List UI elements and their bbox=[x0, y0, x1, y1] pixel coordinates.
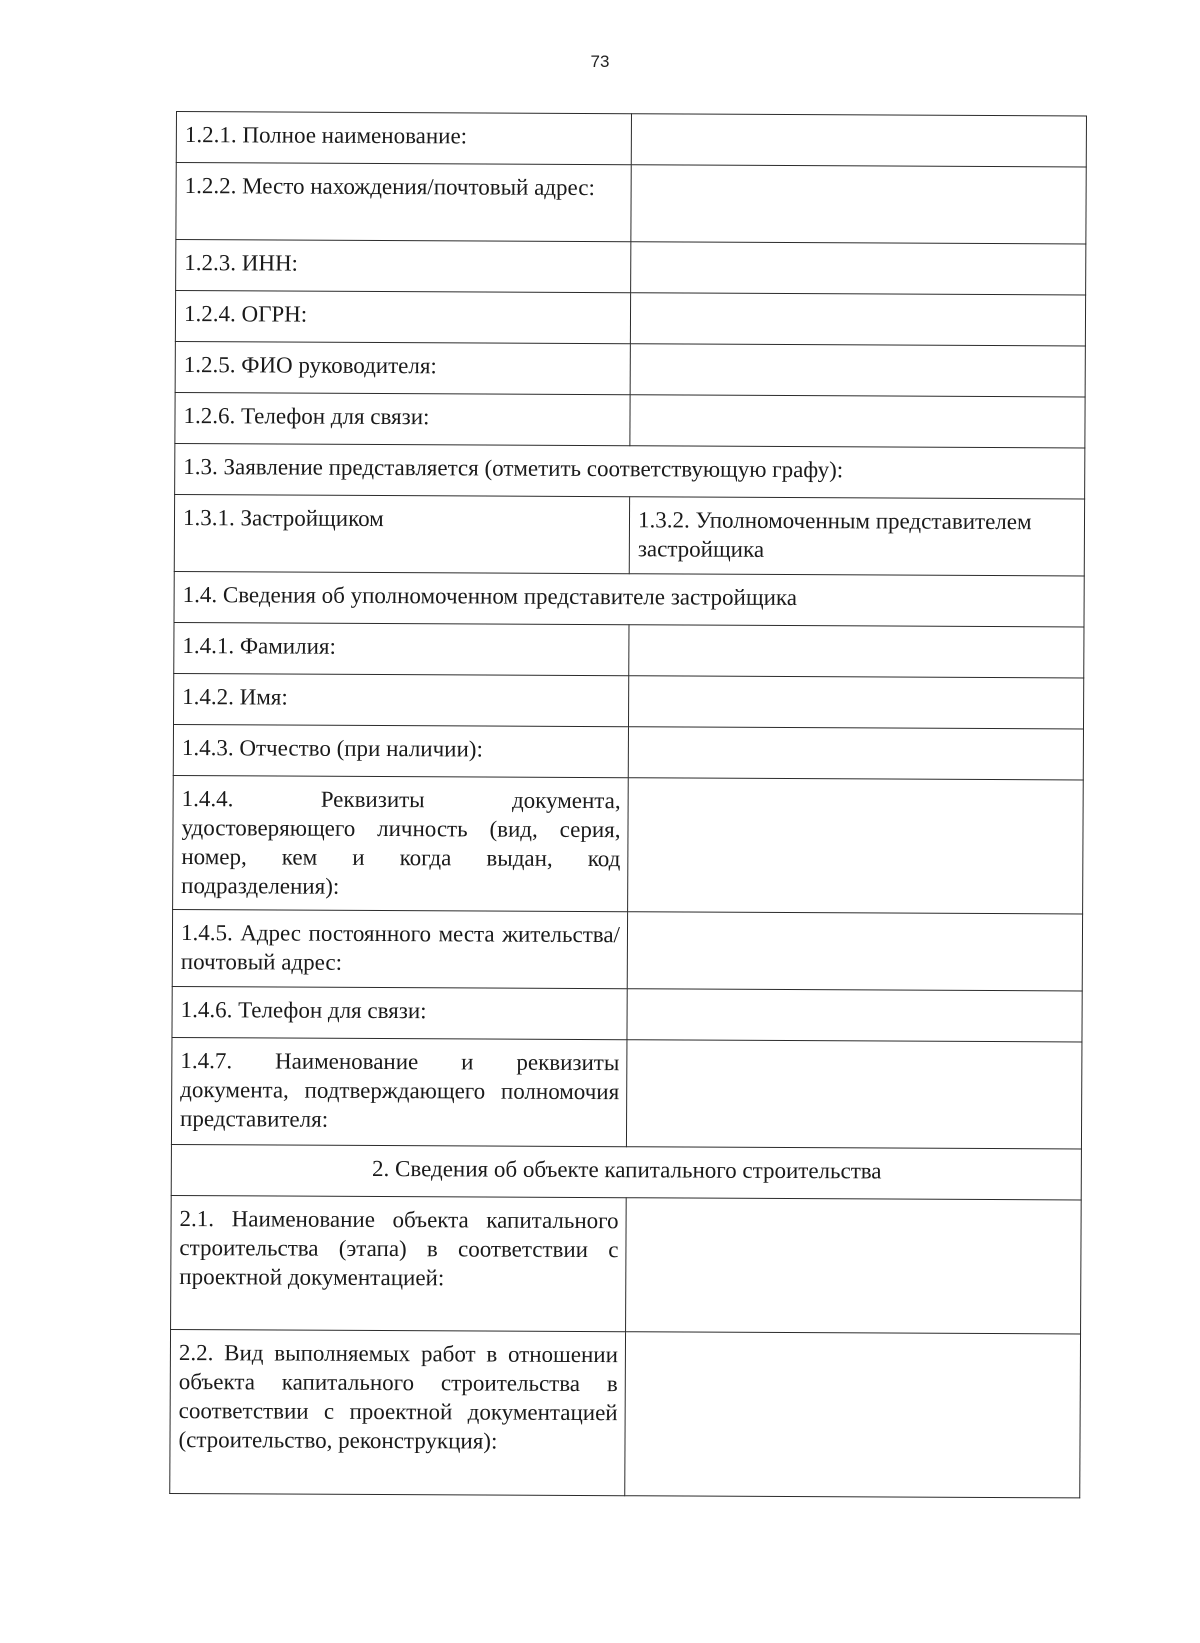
table-row bbox=[175, 341, 1085, 396]
value-identity-document[interactable] bbox=[628, 778, 1084, 914]
table-row bbox=[175, 291, 1085, 346]
table-row bbox=[175, 392, 1085, 447]
table-row bbox=[174, 571, 1084, 626]
label-residence-address: 1.4.5. Адрес постоянного места жительства/почтовый адрес: bbox=[172, 909, 627, 988]
table-row bbox=[172, 986, 1082, 1041]
value-surname[interactable] bbox=[629, 625, 1084, 678]
label-object-name: 2.1. Наименование объекта капитального строительства (этапа) в соответствии с проектной документацией: bbox=[171, 1195, 627, 1331]
table-row bbox=[171, 1037, 1082, 1148]
value-ogrn[interactable] bbox=[630, 293, 1085, 346]
label-full-name: 1.2.1. Полное наименование: bbox=[176, 112, 631, 165]
table-row bbox=[176, 163, 1086, 244]
label-inn: 1.2.3. ИНН: bbox=[176, 240, 631, 293]
application-form-table bbox=[169, 111, 1087, 1498]
value-representative-phone[interactable] bbox=[627, 989, 1082, 1042]
table-row bbox=[173, 775, 1084, 913]
option-authorized-representative[interactable]: 1.3.2. Уполномоченным представителем застройщика bbox=[629, 497, 1084, 576]
value-patronymic[interactable] bbox=[628, 727, 1083, 780]
value-director-name[interactable] bbox=[630, 344, 1085, 397]
label-surname: 1.4.1. Фамилия: bbox=[174, 622, 629, 675]
value-work-type[interactable] bbox=[625, 1332, 1081, 1498]
table-row bbox=[173, 724, 1083, 779]
label-first-name: 1.4.2. Имя: bbox=[174, 673, 629, 726]
value-full-name[interactable] bbox=[631, 114, 1086, 167]
label-phone: 1.2.6. Телефон для связи: bbox=[175, 392, 630, 445]
label-director-name: 1.2.5. ФИО руководителя: bbox=[175, 341, 630, 394]
table-row bbox=[174, 494, 1084, 575]
label-patronymic: 1.4.3. Отчество (при наличии): bbox=[173, 724, 628, 777]
value-inn[interactable] bbox=[631, 242, 1086, 295]
table-row bbox=[176, 112, 1086, 167]
table-row bbox=[170, 1329, 1081, 1497]
table-row bbox=[174, 622, 1084, 677]
label-work-type: 2.2. Вид выполняемых работ в отношении объекта капитального строительства в соответствии с проектной документацией (строительство, реконструкция): bbox=[170, 1329, 626, 1495]
value-phone[interactable] bbox=[630, 395, 1085, 448]
table-row bbox=[175, 443, 1085, 498]
table-row bbox=[171, 1144, 1081, 1199]
option-developer[interactable]: 1.3.1. Застройщиком bbox=[174, 494, 629, 573]
label-ogrn: 1.2.4. ОГРН: bbox=[175, 291, 630, 344]
page-number: 73 bbox=[590, 52, 610, 71]
section-submitted-by: 1.3. Заявление представляется (отметить соответствующую графу): bbox=[175, 443, 1085, 498]
label-representative-phone: 1.4.6. Телефон для связи: bbox=[172, 986, 627, 1039]
table-row bbox=[172, 909, 1082, 990]
table-row bbox=[171, 1195, 1082, 1333]
value-first-name[interactable] bbox=[628, 676, 1083, 729]
value-location-address[interactable] bbox=[631, 165, 1086, 244]
value-object-name[interactable] bbox=[626, 1198, 1082, 1334]
value-authority-document[interactable] bbox=[626, 1040, 1082, 1149]
table-row bbox=[174, 673, 1084, 728]
section-construction-object: 2. Сведения об объекте капитального строительства bbox=[171, 1144, 1081, 1199]
label-location-address: 1.2.2. Место нахождения/почтовый адрес: bbox=[176, 163, 631, 242]
value-residence-address[interactable] bbox=[627, 912, 1082, 991]
table-row bbox=[176, 240, 1086, 295]
label-authority-document: 1.4.7. Наименование и реквизиты документа, подтверждающего полномочия представителя: bbox=[171, 1037, 627, 1146]
section-representative-info: 1.4. Сведения об уполномоченном представителе застройщика bbox=[174, 571, 1084, 626]
label-identity-document: 1.4.4. Реквизиты документа, удостоверяющего личность (вид, серия, номер, кем и когда выдан, код подразделения): bbox=[173, 775, 629, 911]
